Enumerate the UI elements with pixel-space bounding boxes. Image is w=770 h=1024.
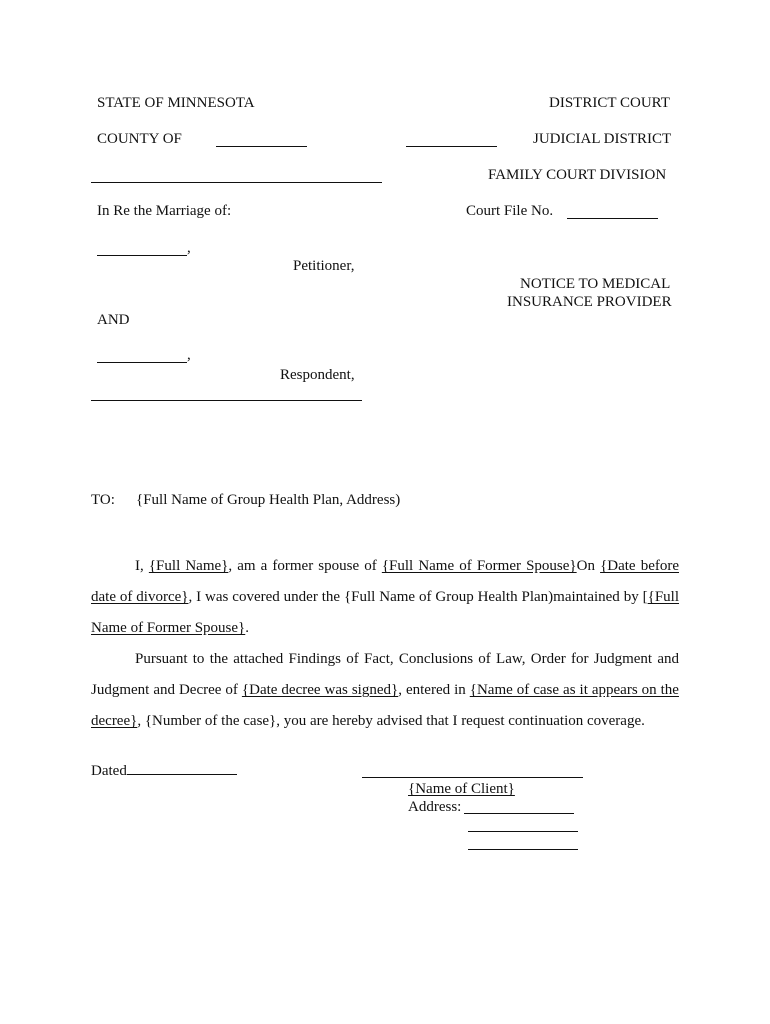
p1-text-2: , am a former spouse of — [228, 558, 382, 574]
field-former-spouse-2: {Full Name of Former Spouse} — [91, 589, 680, 636]
field-date-decree-signed: {Date decree was signed} — [241, 682, 399, 698]
respondent-label: Respondent, — [280, 367, 355, 383]
division-label: FAMILY COURT DIVISION — [488, 167, 667, 183]
dated-label — [91, 762, 237, 780]
court-file-blank — [567, 218, 658, 219]
signature-line — [362, 777, 583, 778]
caption-top-rule — [91, 182, 382, 183]
paragraph-1 — [91, 551, 679, 644]
court-file-label: Court File No. — [466, 203, 554, 219]
p1-text-4: , I was covered under the {Full Name of Group Health Plan)maintained by [ — [188, 589, 648, 605]
caption-bottom-rule — [91, 400, 362, 401]
address-label: Address: — [408, 799, 462, 815]
petitioner-label: Petitioner, — [293, 258, 355, 274]
field-full-name: {Full Name} — [148, 558, 229, 574]
address-line-3 — [468, 849, 578, 850]
respondent-comma: , — [187, 347, 191, 363]
p2-text-3: , {Number of the case}, you are hereby advised that I request continuation coverage. — [137, 713, 645, 729]
in-re-label: In Re the Marriage of: — [97, 203, 232, 219]
respondent-name-blank — [97, 362, 187, 363]
p1-text-3: On — [576, 558, 601, 574]
dated-blank — [127, 774, 237, 775]
county-blank — [216, 146, 307, 147]
district-number-blank — [406, 146, 497, 147]
petitioner-comma: , — [187, 240, 191, 256]
p2-text-1: Pursuant to the attached Findings of Fact, Conclusions of Law, Order for Judgment and Judgment and Decree of — [91, 651, 679, 698]
p2-text-2: , entered in — [398, 682, 470, 698]
field-case-name: {Name of case as it appears on the decree} — [91, 682, 679, 729]
address-line-2 — [468, 831, 578, 832]
paragraph-2 — [91, 644, 679, 737]
dated-text: Dated — [91, 763, 127, 779]
county-label: COUNTY OF — [97, 131, 182, 147]
p1-text-1: I, — [135, 558, 149, 574]
p1-text-5: . — [245, 620, 250, 636]
field-former-spouse: {Full Name of Former Spouse} — [381, 558, 577, 574]
field-date-before-divorce: {Date before date of divorce} — [91, 558, 679, 605]
court-label: DISTRICT COURT — [549, 95, 670, 111]
to-value: {Full Name of Group Health Plan, Address) — [136, 492, 401, 508]
address-line-1 — [464, 813, 574, 814]
title-line-1: NOTICE TO MEDICAL — [520, 276, 671, 292]
petitioner-name-blank — [97, 255, 187, 256]
and-label: AND — [97, 312, 130, 328]
client-name-field: {Name of Client} — [408, 781, 515, 797]
title-line-2: INSURANCE PROVIDER — [507, 294, 672, 310]
to-label: TO: — [91, 492, 115, 508]
judicial-district-label: JUDICIAL DISTRICT — [533, 131, 672, 147]
state-label: STATE OF MINNESOTA — [97, 95, 255, 111]
